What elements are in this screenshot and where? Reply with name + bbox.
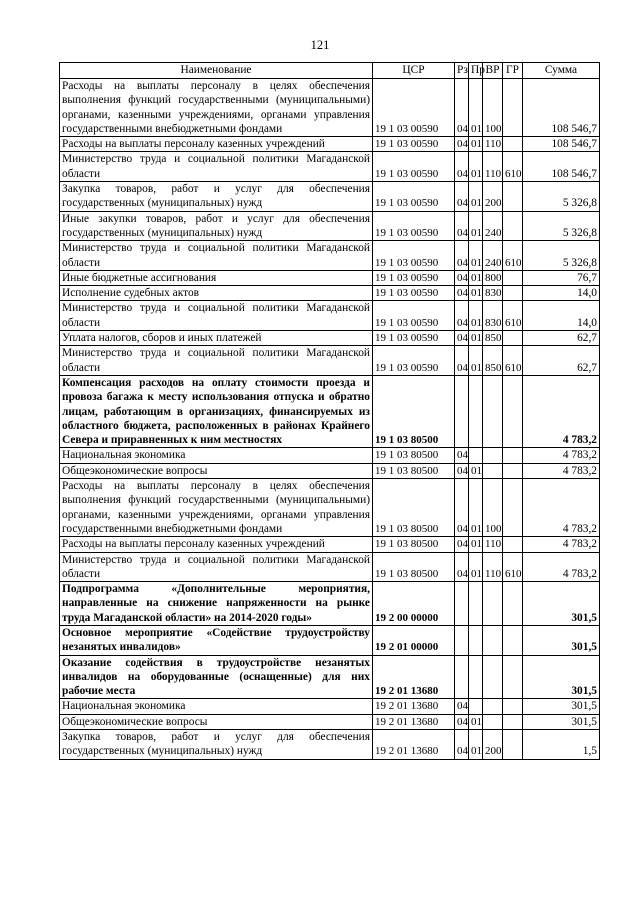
cell-csr: 19 1 03 00590: [373, 137, 455, 152]
cell-sum: 4 783,2: [523, 448, 600, 463]
cell-csr: 19 1 03 80500: [373, 552, 455, 582]
table-row: [60, 346, 600, 376]
cell-pr: 01: [469, 152, 483, 182]
cell-gr: [503, 730, 523, 760]
cell-name: Расходы на выплаты персоналу в целях обеспечения выполнения функций государственными (муниципальными) органами, казенными учреждениями, органами управления государственными внебюджетными фондами: [60, 479, 373, 537]
cell-gr: [503, 714, 523, 729]
cell-csr: 19 1 03 80500: [373, 479, 455, 537]
cell-vr: 830: [483, 286, 503, 301]
cell-sum: 62,7: [523, 331, 600, 346]
cell-vr: 110: [483, 137, 503, 152]
cell-gr: 610: [503, 241, 523, 271]
cell-pr: 01: [469, 182, 483, 212]
header-gr: ГР: [503, 63, 523, 79]
cell-sum: 4 783,2: [523, 552, 600, 582]
cell-vr: [483, 448, 503, 463]
cell-sum: 4 783,2: [523, 537, 600, 552]
table-row: [60, 730, 600, 760]
cell-csr: 19 1 03 00590: [373, 241, 455, 271]
cell-gr: [503, 79, 523, 137]
cell-csr: 19 2 00 00000: [373, 582, 455, 626]
cell-name: Общеэкономические вопросы: [60, 714, 373, 729]
cell-sum: 108 546,7: [523, 137, 600, 152]
cell-csr: 19 1 03 80500: [373, 463, 455, 478]
cell-sum: 14,0: [523, 301, 600, 331]
cell-pr: 01: [469, 331, 483, 346]
cell-vr: 830: [483, 301, 503, 331]
cell-rz: 04: [455, 211, 469, 241]
cell-name: Закупка товаров, работ и услуг для обеспечения государственных (муниципальных) нужд: [60, 182, 373, 212]
cell-name: Министерство труда и социальной политики Магаданской области: [60, 241, 373, 271]
cell-gr: 610: [503, 346, 523, 376]
cell-rz: 04: [455, 270, 469, 285]
cell-vr: [483, 655, 503, 699]
cell-vr: 110: [483, 552, 503, 582]
cell-rz: 04: [455, 346, 469, 376]
cell-pr: 01: [469, 79, 483, 137]
page-number: 121: [310, 38, 330, 52]
cell-name: Министерство труда и социальной политики Магаданской области: [60, 152, 373, 182]
cell-vr: 850: [483, 346, 503, 376]
cell-csr: 19 1 03 00590: [373, 346, 455, 376]
cell-gr: [503, 270, 523, 285]
cell-gr: [503, 655, 523, 699]
cell-sum: 5 326,8: [523, 241, 600, 271]
header-vr: ВР: [483, 63, 503, 79]
cell-rz: 04: [455, 448, 469, 463]
cell-vr: 850: [483, 331, 503, 346]
cell-csr: 19 2 01 13680: [373, 699, 455, 714]
cell-name: Национальная экономика: [60, 448, 373, 463]
cell-pr: 01: [469, 537, 483, 552]
cell-vr: 240: [483, 241, 503, 271]
cell-gr: [503, 211, 523, 241]
cell-vr: [483, 375, 503, 447]
cell-csr: 19 1 03 00590: [373, 331, 455, 346]
cell-name: Исполнение судебных актов: [60, 286, 373, 301]
budget-table: [59, 62, 600, 760]
cell-sum: 4 783,2: [523, 375, 600, 447]
table-row: [60, 655, 600, 699]
cell-vr: 200: [483, 730, 503, 760]
cell-sum: 76,7: [523, 270, 600, 285]
cell-rz: 04: [455, 699, 469, 714]
header-csr: ЦСР: [373, 63, 455, 79]
cell-csr: 19 2 01 13680: [373, 655, 455, 699]
table-row: [60, 301, 600, 331]
table-row: [60, 137, 600, 152]
cell-sum: 5 326,8: [523, 182, 600, 212]
cell-csr: 19 1 03 00590: [373, 270, 455, 285]
table-row: [60, 182, 600, 212]
cell-sum: 4 783,2: [523, 479, 600, 537]
cell-rz: 04: [455, 552, 469, 582]
cell-name: Расходы на выплаты персоналу казенных учреждений: [60, 537, 373, 552]
cell-rz: 04: [455, 714, 469, 729]
cell-gr: [503, 286, 523, 301]
cell-sum: 301,5: [523, 699, 600, 714]
cell-rz: [455, 582, 469, 626]
cell-rz: 04: [455, 137, 469, 152]
header-row: [60, 63, 600, 79]
cell-gr: [503, 463, 523, 478]
cell-vr: 110: [483, 537, 503, 552]
cell-vr: [483, 714, 503, 729]
cell-pr: [469, 625, 483, 655]
cell-gr: [503, 137, 523, 152]
cell-pr: 01: [469, 211, 483, 241]
cell-gr: [503, 537, 523, 552]
cell-rz: 04: [455, 79, 469, 137]
header-name: Наименование: [60, 63, 373, 79]
table-row: [60, 625, 600, 655]
cell-rz: 04: [455, 286, 469, 301]
cell-name: Расходы на выплаты персоналу в целях обеспечения выполнения функций государственными (муниципальными) органами, казенными учреждениями, органами управления государственными внебюджетными фондами: [60, 79, 373, 137]
cell-pr: 01: [469, 479, 483, 537]
cell-rz: 04: [455, 730, 469, 760]
cell-name: Оказание содействия в трудоустройстве незанятых инвалидов на оборудованные (оснащенные) для них рабочие места: [60, 655, 373, 699]
table-row: [60, 286, 600, 301]
cell-gr: 610: [503, 552, 523, 582]
table-row: [60, 448, 600, 463]
table-row: [60, 375, 600, 447]
cell-vr: [483, 625, 503, 655]
table-row: [60, 714, 600, 729]
cell-name: Расходы на выплаты персоналу казенных учреждений: [60, 137, 373, 152]
cell-vr: 200: [483, 182, 503, 212]
cell-rz: 04: [455, 152, 469, 182]
cell-rz: [455, 375, 469, 447]
cell-gr: [503, 625, 523, 655]
table-row: [60, 537, 600, 552]
table-row: [60, 152, 600, 182]
header-rz: Рз: [455, 63, 469, 79]
cell-rz: 04: [455, 182, 469, 212]
cell-name: Компенсация расходов на оплату стоимости проезда и провоза багажа к месту использования отпуска и обратно лицам, работающим в организациях, финансируемых из областного бюджета, расположенных в районах Крайнего Севера и приравненных к ним местностях: [60, 375, 373, 447]
cell-pr: [469, 655, 483, 699]
cell-gr: [503, 375, 523, 447]
cell-csr: 19 1 03 00590: [373, 286, 455, 301]
cell-sum: 4 783,2: [523, 463, 600, 478]
cell-pr: 01: [469, 346, 483, 376]
cell-name: Подпрограмма «Дополнительные мероприятия, направленные на снижение напряженности на рынке труда Магаданской области» на 2014-2020 годы»: [60, 582, 373, 626]
cell-csr: 19 1 03 00590: [373, 211, 455, 241]
cell-rz: 04: [455, 331, 469, 346]
cell-csr: 19 2 01 13680: [373, 730, 455, 760]
table-row: [60, 463, 600, 478]
cell-gr: 610: [503, 152, 523, 182]
cell-sum: 5 326,8: [523, 211, 600, 241]
cell-sum: 301,5: [523, 582, 600, 626]
cell-pr: [469, 582, 483, 626]
cell-rz: [455, 625, 469, 655]
cell-pr: [469, 699, 483, 714]
table-row: [60, 270, 600, 285]
table-row: [60, 79, 600, 137]
cell-csr: 19 1 03 00590: [373, 301, 455, 331]
cell-pr: 01: [469, 463, 483, 478]
table-body: [60, 79, 600, 760]
cell-csr: 19 1 03 00590: [373, 79, 455, 137]
cell-gr: [503, 331, 523, 346]
cell-gr: [503, 479, 523, 537]
table-row: [60, 699, 600, 714]
cell-sum: 301,5: [523, 625, 600, 655]
cell-sum: 14,0: [523, 286, 600, 301]
cell-csr: 19 2 01 00000: [373, 625, 455, 655]
cell-rz: 04: [455, 479, 469, 537]
cell-vr: [483, 463, 503, 478]
cell-name: Общеэкономические вопросы: [60, 463, 373, 478]
cell-pr: 01: [469, 270, 483, 285]
header-sum: Сумма: [523, 63, 600, 79]
cell-pr: 01: [469, 552, 483, 582]
table-row: [60, 241, 600, 271]
cell-csr: 19 1 03 80500: [373, 448, 455, 463]
cell-pr: 01: [469, 241, 483, 271]
cell-name: Иные бюджетные ассигнования: [60, 270, 373, 285]
cell-sum: 301,5: [523, 655, 600, 699]
cell-sum: 1,5: [523, 730, 600, 760]
cell-pr: 01: [469, 714, 483, 729]
cell-name: Министерство труда и социальной политики Магаданской области: [60, 301, 373, 331]
cell-gr: [503, 582, 523, 626]
cell-sum: 301,5: [523, 714, 600, 729]
cell-pr: 01: [469, 286, 483, 301]
cell-name: Министерство труда и социальной политики Магаданской области: [60, 346, 373, 376]
cell-rz: [455, 655, 469, 699]
cell-gr: [503, 699, 523, 714]
header-pr: Пр: [469, 63, 483, 79]
cell-name: Основное мероприятие «Содействие трудоустройству незанятых инвалидов»: [60, 625, 373, 655]
cell-vr: 110: [483, 152, 503, 182]
cell-gr: 610: [503, 301, 523, 331]
table-row: [60, 582, 600, 626]
cell-csr: 19 1 03 80500: [373, 537, 455, 552]
cell-pr: 01: [469, 301, 483, 331]
table-row: [60, 211, 600, 241]
cell-vr: [483, 582, 503, 626]
cell-name: Уплата налогов, сборов и иных платежей: [60, 331, 373, 346]
table-row: [60, 331, 600, 346]
cell-vr: 800: [483, 270, 503, 285]
cell-rz: 04: [455, 463, 469, 478]
cell-pr: [469, 375, 483, 447]
cell-sum: 108 546,7: [523, 152, 600, 182]
cell-vr: 100: [483, 479, 503, 537]
cell-name: Закупка товаров, работ и услуг для обеспечения государственных (муниципальных) нужд: [60, 730, 373, 760]
cell-gr: [503, 182, 523, 212]
cell-pr: 01: [469, 137, 483, 152]
cell-csr: 19 2 01 13680: [373, 714, 455, 729]
cell-rz: 04: [455, 301, 469, 331]
table-row: [60, 479, 600, 537]
cell-csr: 19 1 03 80500: [373, 375, 455, 447]
cell-pr: 01: [469, 730, 483, 760]
table-row: [60, 552, 600, 582]
cell-csr: 19 1 03 00590: [373, 182, 455, 212]
cell-sum: 62,7: [523, 346, 600, 376]
cell-pr: [469, 448, 483, 463]
cell-rz: 04: [455, 241, 469, 271]
cell-vr: 240: [483, 211, 503, 241]
cell-name: Национальная экономика: [60, 699, 373, 714]
cell-name: Иные закупки товаров, работ и услуг для обеспечения государственных (муниципальных) нужд: [60, 211, 373, 241]
cell-vr: [483, 699, 503, 714]
cell-rz: 04: [455, 537, 469, 552]
cell-gr: [503, 448, 523, 463]
cell-name: Министерство труда и социальной политики Магаданской области: [60, 552, 373, 582]
cell-sum: 108 546,7: [523, 79, 600, 137]
cell-csr: 19 1 03 00590: [373, 152, 455, 182]
cell-vr: 100: [483, 79, 503, 137]
